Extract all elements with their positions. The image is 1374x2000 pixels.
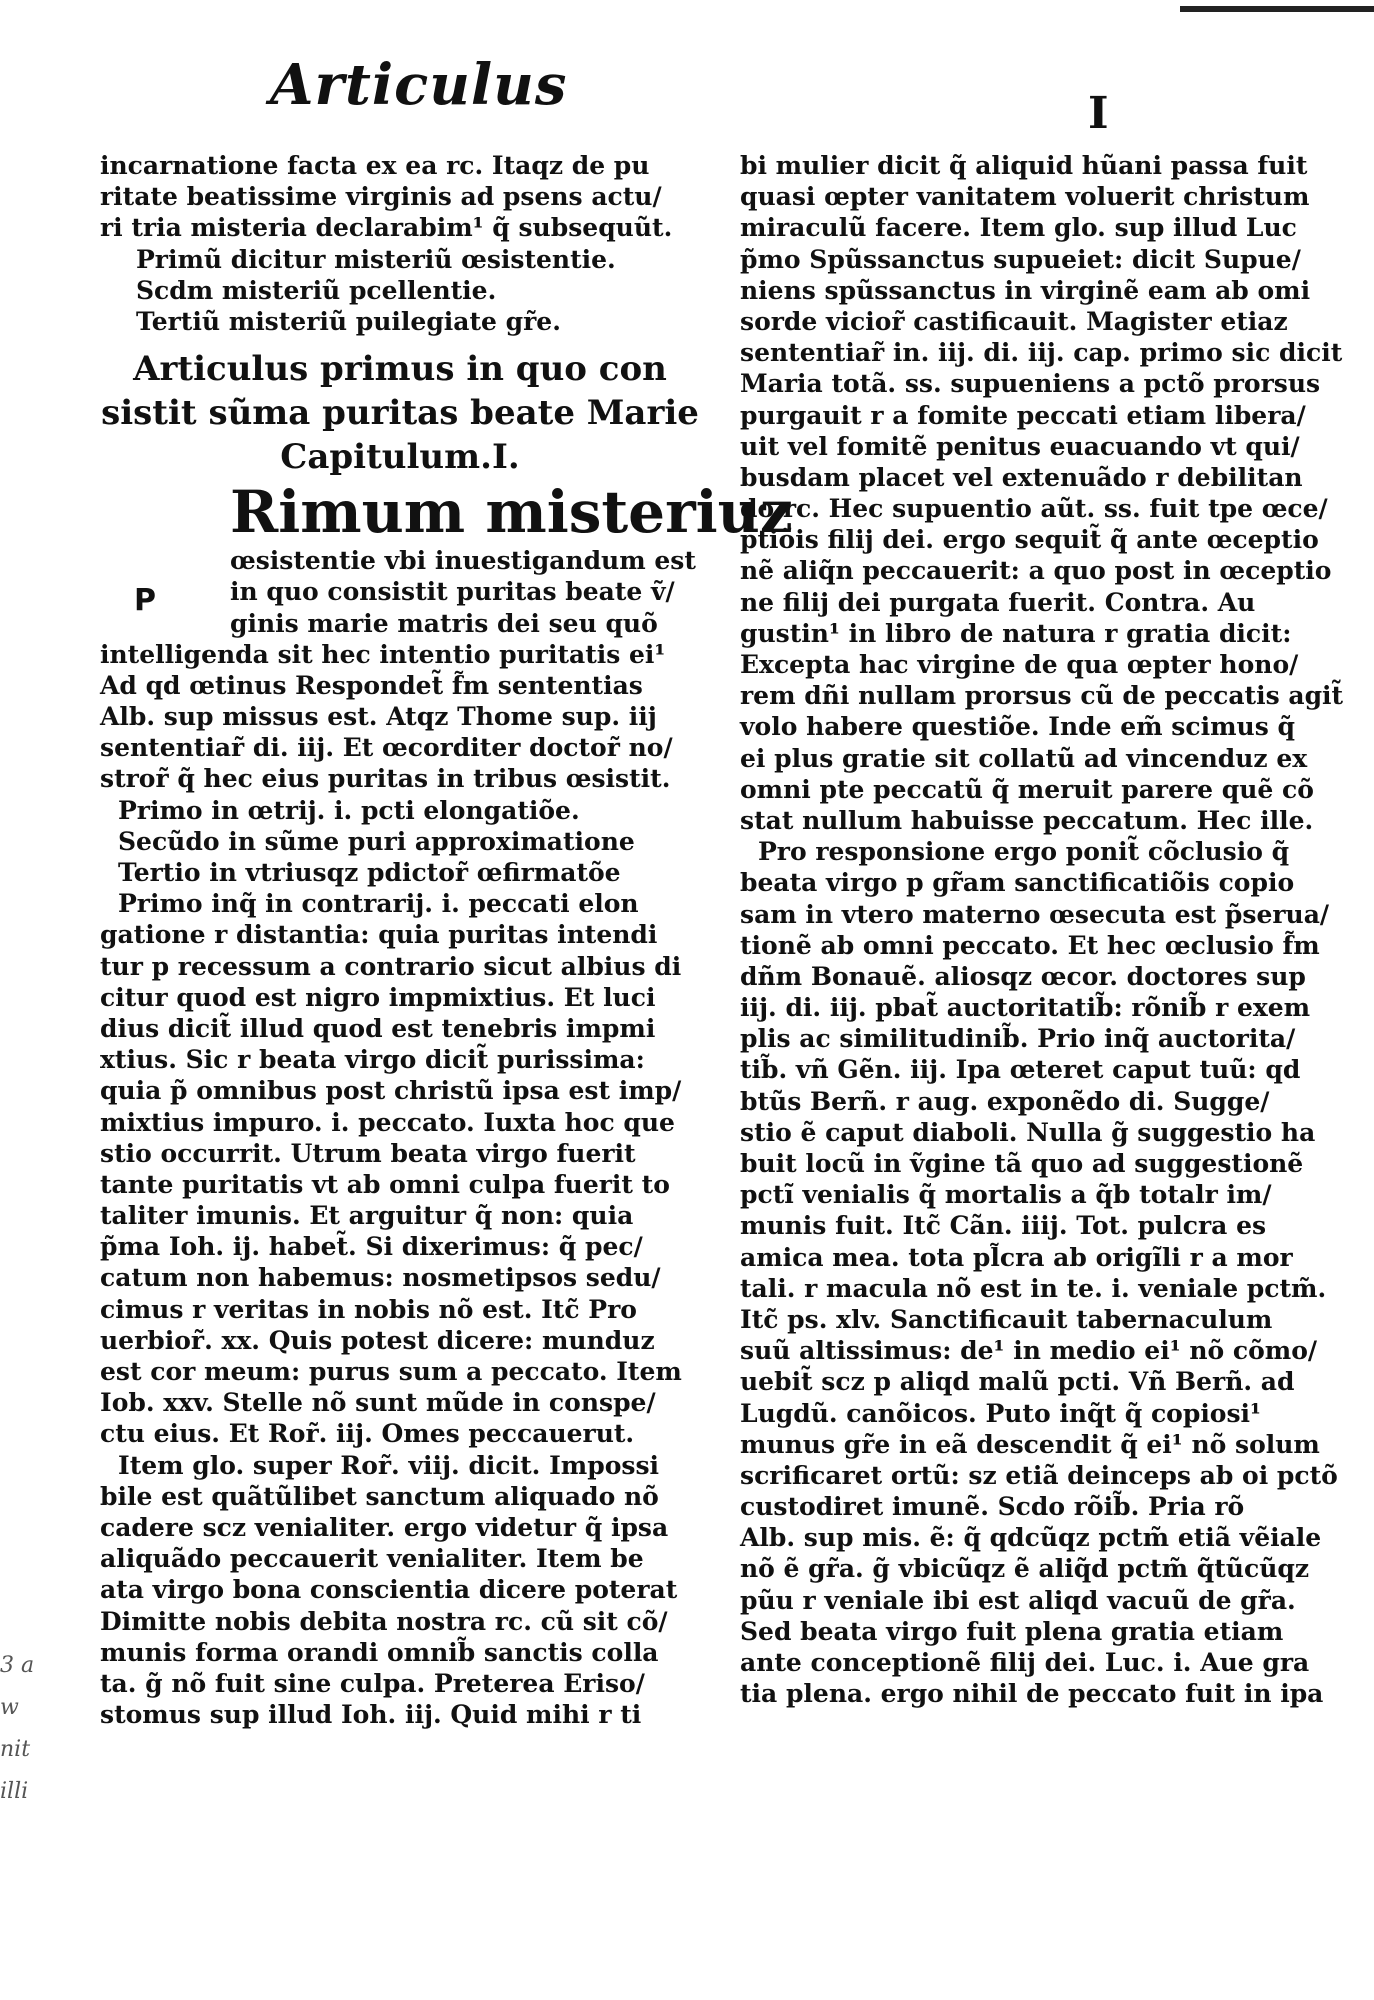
text-line: miraculũ facere. Item glo. sup illud Luc [740, 213, 1297, 243]
text-line: uebit̃ scz p aliqd malũ pcti. Vñ Berñ. ad [740, 1367, 1295, 1397]
text-line: Pro responsione ergo ponit̃ cõclusio q̃ [758, 837, 1290, 867]
point-item: Primo in œtrij. i. pcti elongatiõe. [118, 795, 580, 825]
text-line: ata virgo bona conscientia dicere poterat [100, 1575, 678, 1605]
text-line: in quo consistit puritas beate ṽ/ [230, 577, 675, 607]
text-line: stat nullum habuisse peccatum. Hec ille. [740, 805, 1314, 835]
text-line: p̃mo Spũssanctus supueiet: dicit Supue/ [740, 244, 1301, 274]
point-item: Secũdo in sũme puri approximatione [118, 826, 635, 856]
text-line: sorde vicior̃ castificauit. Magister etiaz [740, 306, 1288, 336]
text-line: rem dñi nullam prorsus cũ de peccatis agit̃ [740, 681, 1344, 711]
text-line: custodiret imunẽ. Scdo rõib̃. Pria rõ [740, 1492, 1245, 1522]
text-line: Primo inq̃ in contrarij. i. peccati elon [118, 889, 639, 919]
continuation-block [100, 888, 700, 1449]
heading-line: Capitulum.I. [280, 437, 520, 478]
text-line: buit locũ in ṽgine tã quo ad suggestionẽ [740, 1149, 1304, 1178]
running-head: Articulus [270, 52, 568, 118]
text-line: catum non habemus: nosmetipsos sedu/ [100, 1263, 661, 1293]
right-block-b [740, 836, 1340, 1709]
text-line: ctu eius. Et Ror̃. iij. Omes peccauerut. [100, 1419, 635, 1449]
mystery-item: Scdm misteriũ pcellentie. [136, 275, 497, 305]
text-line: sam in vtero materno œsecuta est p̃serua/ [740, 899, 1330, 929]
drop-cap-letter: P [134, 583, 156, 619]
margin-note: nit [0, 1737, 31, 1762]
text-line: stio occurrit. Utrum beata virgo fuerit [100, 1138, 636, 1168]
text-line: munis fuit. Itc̃ Cãn. iiij. Tot. pulcra es [740, 1211, 1267, 1241]
text-line: do rc. Hec supuentio aũt. ss. fuit tpe œce/ [740, 494, 1328, 524]
text-line: bi mulier dicit q̃ aliquid hũani passa fuit [740, 151, 1308, 180]
text-line: quasi œpter vanitatem voluerit christum [740, 182, 1310, 212]
final-block [100, 1450, 700, 1731]
text-line: bile est quãtũlibet sanctum aliquado nõ [100, 1481, 659, 1511]
text-line: œsistentie vbi inuestigandum est [230, 546, 696, 576]
right-column [740, 150, 1344, 1709]
text-line: Maria totã. ss. supueniens a pctõ prorsus [740, 369, 1321, 399]
text-line: beata virgo p gr̃am sanctificatiõis copio [740, 868, 1295, 898]
text-line: stomus sup illud Ioh. iij. Quid mihi r ti [100, 1700, 642, 1730]
text-line: Alb. sup missus est. Atqz Thome sup. iij [100, 702, 657, 732]
margin-note: w [0, 1695, 19, 1720]
text-line: ta. g̃ nõ fuit sine culpa. Preterea Eriso/ [100, 1668, 645, 1698]
folio-number: I [1088, 88, 1109, 139]
text-line: ante conceptionẽ filij dei. Luc. i. Aue gra [740, 1648, 1310, 1677]
chapter-heading [100, 347, 700, 479]
text-line: ptiõis filij dei. ergo sequit̃ q̃ ante œceptio [740, 525, 1319, 555]
text-line: xtius. Sic r beata virgo dicit̃ purissima: [100, 1045, 645, 1075]
text-line: taliter imunis. Et arguitur q̃ non: quia [100, 1201, 634, 1231]
text-line: tib̃. vñ Gẽn. iij. Ipa œteret caput tuũ: qd [740, 1055, 1301, 1085]
text-line: uit vel fomitẽ penitus euacuando vt qui/ [740, 431, 1300, 461]
text-line: dius dicit̃ illud quod est tenebris impmi [100, 1013, 656, 1043]
text-line: Sed beata virgo fuit plena gratia etiam [740, 1616, 1284, 1646]
text-line: dñm Bonauẽ. aliosqz œcor. doctores sup [740, 961, 1306, 991]
margin-note: illi [0, 1779, 29, 1804]
mystery-item: Primũ dicitur misteriũ œsistentie. [136, 244, 616, 274]
text-line: Itc̃ ps. xlv. Sanctificauit tabernaculum [740, 1304, 1273, 1334]
text-line: omni pte peccatũ q̃ meruit parere quẽ cõ [740, 774, 1314, 804]
text-line: Item glo. super Ror̃. viij. dicit. Impossi [118, 1450, 660, 1480]
text-line: scrificaret ortũ: sz etiã deinceps ab oi pctõ [740, 1460, 1338, 1490]
text-line: ritate beatissime virginis ad psens actu/ [100, 182, 662, 212]
text-line: nẽ aliq̃n peccauerit: a quo post in œceptio [740, 556, 1332, 586]
margin-note: 3 a [0, 1653, 35, 1678]
text-line: cadere scz venialiter. ergo videtur q̃ ipsa [100, 1512, 669, 1542]
text-line: Alb. sup mis. ẽ: q̃ qdcũqz pctm̃ etiã vẽiale [740, 1523, 1322, 1553]
text-line: tali. r macula nõ est in te. i. veniale pctm̃. [740, 1273, 1327, 1303]
top-rule [1180, 6, 1374, 12]
point-item: Tertio in vtriusqz pdictor̃ œfirmatõe [118, 858, 621, 887]
initial-line: Rimum misteriuz [230, 478, 793, 547]
body-block [100, 639, 700, 795]
text-line: sententiar̃ di. iij. Et œcorditer doctor̃ no/ [100, 733, 673, 763]
text-line: incarnatione facta ex ea rc. Itaqz de pu [100, 151, 650, 180]
text-line: gatione r distantia: quia puritas intendi [100, 920, 658, 950]
text-line: munis forma orandi omnib̃ sanctis colla [100, 1637, 659, 1667]
text-line: Iob. xxv. Stelle nõ sunt mũde in conspe/ [100, 1388, 656, 1418]
text-line: btũs Berñ. r aug. exponẽdo di. Sugge/ [740, 1086, 1270, 1116]
drop-cap-block [100, 545, 700, 639]
right-block-a [740, 150, 1344, 836]
text-line: purgauit r a fomite peccati etiam libera/ [740, 400, 1306, 430]
text-line: nõ ẽ gr̃a. g̃ vbicũqz ẽ aliq̃d pctm̃ q̃tũcũqz [740, 1554, 1310, 1584]
text-line: aliquãdo peccauerit venialiter. Item be [100, 1544, 644, 1574]
text-line: sententiar̃ in. iij. di. iij. cap. primo sic dicit [740, 338, 1343, 368]
text-line: munus gr̃e in eã descendit q̃ ei¹ nõ solum [740, 1429, 1320, 1459]
text-line: ri tria misteria declarabim¹ q̃ subsequũt. [100, 213, 673, 243]
text-line: iij. di. iij. pbat̃ auctoritatib̃: rõnib̃ r exem [740, 993, 1311, 1023]
text-line: amica mea. tota pl̃cra ab origĩli r a mor [740, 1242, 1293, 1272]
text-line: gustin¹ in libro de natura r gratia dicit: [740, 618, 1292, 648]
text-line: uerbior̃. xx. Quis potest dicere: munduz [100, 1325, 655, 1355]
mystery-list [100, 244, 700, 338]
text-line: p̃ma Ioh. ij. habet̃. Si dixerimus: q̃ pec/ [100, 1232, 643, 1262]
text-line: Lugdũ. canõicos. Puto inq̃t q̃ copiosi¹ [740, 1398, 1262, 1428]
text-line: stio ẽ caput diaboli. Nulla g̃ suggestio ha [740, 1117, 1316, 1147]
text-line: tur p recessum a contrario sicut albius di [100, 951, 682, 981]
heading-line: sistit sũma puritas beate Marie [101, 393, 699, 434]
text-line: est cor meum: purus sum a peccato. Item [100, 1357, 682, 1386]
text-line: suũ altissimus: de¹ in medio ei¹ nõ cõmo/ [740, 1336, 1318, 1366]
mystery-item: Tertiũ misteriũ puilegiate gr̃e. [136, 306, 561, 336]
text-line: plis ac similitudinib̃. Prio inq̃ auctorita/ [740, 1024, 1296, 1054]
text-line: mixtius impuro. i. peccato. Iuxta hoc que [100, 1107, 675, 1137]
heading-line: Articulus primus in quo con [133, 349, 667, 390]
text-line: stror̃ q̃ hec eius puritas in tribus œsistit. [100, 764, 671, 794]
text-line: Ad qd œtinus Respondet̃ f̃m sententias [100, 670, 643, 700]
text-line: volo habere questiõe. Inde em̃ scimus q̃ [740, 712, 1295, 742]
text-line: tante puritatis vt ab omni culpa fuerit to [100, 1169, 670, 1199]
text-line: intelligenda sit hec intentio puritatis ei¹ [100, 639, 666, 669]
text-line: busdam placet vel extenuãdo r debilitan [740, 462, 1303, 492]
text-line: Excepta hac virgine de qua œpter hono/ [740, 650, 1299, 679]
text-line: ei plus gratie sit collatũ ad vincenduz ex [740, 743, 1308, 773]
text-line: cimus r veritas in nobis nõ est. Itc̃ Pro [100, 1294, 637, 1324]
text-line: pũu r veniale ibi est aliqd vacuũ de gr̃a. [740, 1585, 1296, 1615]
text-line: niens spũssanctus in virginẽ eam ab omi [740, 275, 1311, 305]
points-list [100, 795, 700, 889]
text-line: ne filij dei purgata fuerit. Contra. Au [740, 587, 1256, 617]
intro-block [100, 150, 700, 244]
text-line: pctĩ venialis q̃ mortalis a q̃b totalr im/ [740, 1180, 1272, 1210]
left-column [100, 150, 793, 1730]
text-line: tionẽ ab omni peccato. Et hec œclusio f̃m [740, 930, 1320, 960]
text-line: tia plena. ergo nihil de peccato fuit in ipa [740, 1679, 1324, 1709]
text-line: ginis marie matris dei seu quõ [230, 608, 658, 638]
marginal-annotations [0, 1645, 72, 1813]
text-line: Dimitte nobis debita nostra rc. cũ sit cõ/ [100, 1606, 668, 1636]
text-line: citur quod est nigro impmixtius. Et luci [100, 982, 656, 1012]
text-line: quia p̃ omnibus post christũ ipsa est imp/ [100, 1076, 682, 1106]
